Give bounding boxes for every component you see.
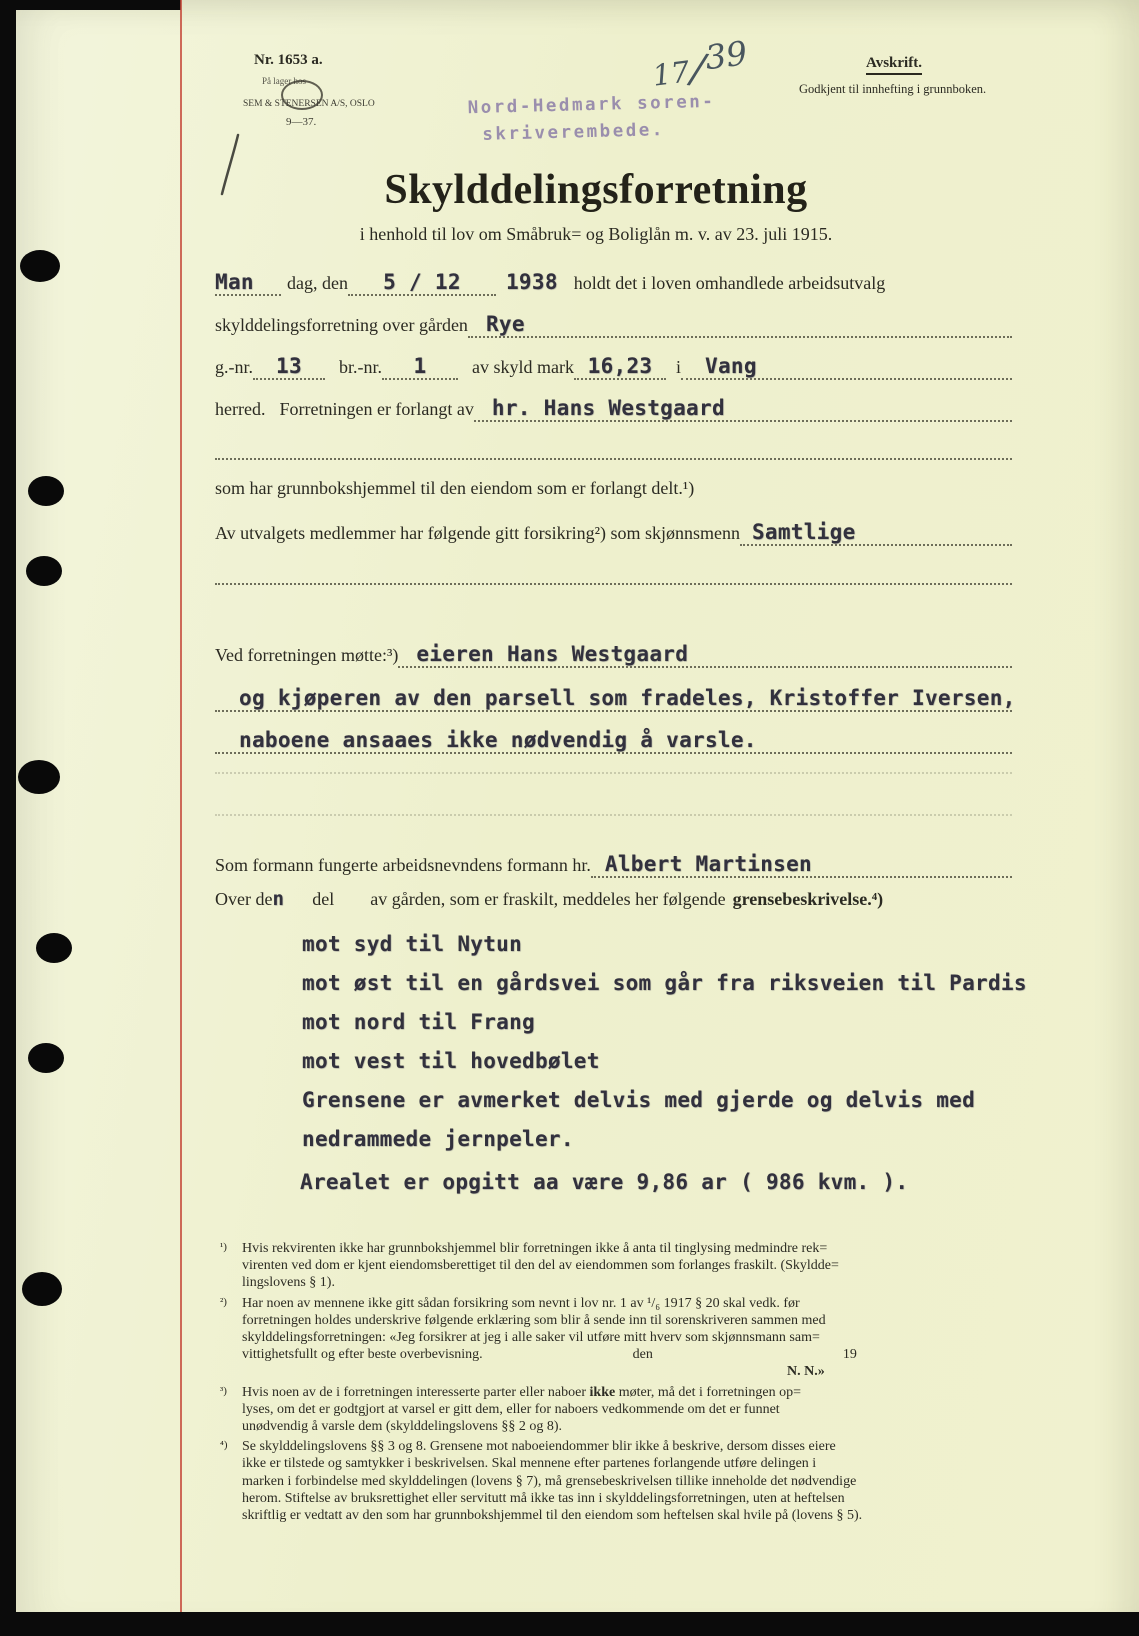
date-typed: 5 / 12 [348, 270, 496, 296]
formann-typed: Albert Martinsen [604, 852, 812, 876]
footnote-2-year-label: 19 [842, 1347, 857, 1363]
skyld-typed: 16,23 [574, 354, 666, 380]
attendee-typed-1: eieren Hans Westgaard [416, 642, 689, 666]
footnote-2-oath-text: vittighetsfullt og efter beste overbevisning. [242, 1347, 483, 1363]
form-line-gnr [215, 354, 1012, 380]
form-line-hjemmel [215, 478, 1012, 499]
blank-dotted-rule [215, 458, 1012, 460]
footnote-4-line: ikke er tilstede og samtykker i beskrivelsen. Skal mennene efter partenes forlangende utføre delingen i [242, 1456, 817, 1472]
footnote-3-part-c: møter, må det i forretningen op= [618, 1384, 801, 1400]
footnote-4-line: skriftlig er vedtatt av den som har grunnbokshjemmel til den eiendom som heftelsen skal hvile på (lovens § 5). [242, 1508, 863, 1524]
footnote-4-line: marken i forbindelse med skylddelingen (lovens § 7), må grensebeskrivelsen tillike inneholde det nødvendige [242, 1473, 857, 1489]
footnote-1-line: Hvis rekvirenten ikke har grunnbokshjemmel blir forretningen ikke å anta til tinglysing medmindre rek= [242, 1241, 828, 1256]
printer-note: På lager hos [262, 76, 306, 86]
forsikring-typed: Samtlige [751, 520, 856, 544]
brnr-typed: 1 [382, 354, 458, 380]
footnote-2-line: forretningen holdes underskrive følgende erklæring som blir å sende inn til sorenskriveren sammen med [242, 1312, 826, 1328]
footnote-2-line-blanks [242, 1346, 1012, 1363]
herred-label: herred. [215, 399, 266, 419]
day-suffix-label: dag, den [287, 273, 348, 293]
footnote-2-line: skylddelingsforretningen: «Jeg forsikrer at jeg i alle saker vil utføre mitt hverv som skjønnsmann sam= [242, 1330, 820, 1346]
boundary-syd: mot syd til Nytun [302, 932, 523, 956]
journal-num2: 39 [702, 33, 750, 78]
in-label: i [675, 357, 681, 377]
request-label: Forretningen er forlangt av [279, 399, 474, 419]
footnote-1-line: virenten ved dom er kjent eiendomsberettiget til den del av eiendommen som forlanges fraskilt. (Skyldde= [242, 1258, 839, 1274]
del-label: del [312, 889, 335, 909]
form-line-formann [215, 852, 1012, 878]
footnote-3-line: unødvendig å varsle dem (skylddelingslovens §§ 2 og 8). [242, 1419, 563, 1435]
journal-number-handwritten [650, 33, 751, 95]
scan-edge-top [0, 0, 181, 10]
punch-hole [26, 556, 62, 586]
grense-bold-label: grensebeskrivelse.⁴) [732, 889, 884, 909]
footnote-2-marker: ²) [220, 1295, 227, 1308]
footnote-4-marker: ⁴) [220, 1439, 228, 1452]
form-line-date [215, 270, 1012, 296]
printer-name: SEM & STENERSEN A/S, OSLO [243, 99, 375, 109]
footnote-3-marker: ³) [220, 1384, 227, 1397]
punch-hole [18, 760, 60, 794]
requester-typed: hr. Hans Westgaard [491, 396, 725, 420]
journal-slash: / [689, 45, 707, 93]
footnote-4-line: Se skylddelingslovens §§ 3 og 8. Grensene mot naboeiendommer blir ikke å beskrive, dersom disses eiere [242, 1439, 836, 1455]
footnote-2-den-label: den [632, 1347, 653, 1363]
boundary-marking-1: Grensene er avmerket delvis med gjerde og delvis med [302, 1088, 976, 1112]
gnr-typed: 13 [253, 354, 325, 380]
boundary-description-block [302, 932, 1027, 1166]
gnr-label: g.-nr. [215, 357, 253, 377]
punch-hole [28, 1043, 64, 1073]
fraskilt-label: av gården, som er fraskilt, meddeles her følgende [370, 889, 726, 909]
footnote-2 [218, 1295, 1012, 1381]
brnr-label: br.-nr. [339, 357, 382, 377]
hjemmel-text: som har grunnbokshjemmel til den eiendom som er forlangt delt.¹) [215, 478, 695, 498]
blank-dotted-rule [215, 583, 1012, 585]
boundary-marking-2: nedrammede jernpeler. [302, 1127, 574, 1151]
formann-label: Som formann fungerte arbeidsnevndens formann hr. [215, 855, 591, 875]
journal-num1: 17 [650, 54, 692, 93]
forsikring-label: Av utvalgets medlemmer har følgende gitt forsikring²) som skjønnsmenn [215, 523, 740, 543]
document-subtitle: i henhold til lov om Småbruk= og Boliglån m. v. av 23. juli 1915. [359, 224, 833, 244]
farm-name-typed: Rye [485, 312, 525, 336]
footnote-1-line: lingslovens § 1). [242, 1275, 335, 1291]
approval-note: Godkjent til innhefting i grunnboken. [799, 82, 987, 96]
footnote-1-marker: ¹) [220, 1241, 227, 1253]
line1-tail-label: holdt det i loven omhandlede arbeidsutvalg [573, 273, 886, 293]
punch-hole [28, 476, 64, 506]
day-typed: Man [215, 270, 281, 296]
punch-hole [36, 933, 72, 963]
farm-label: skylddelingsforretning over gården [215, 315, 468, 335]
office-stamp [467, 92, 716, 145]
red-margin-line [180, 0, 182, 1612]
footnote-2-line: Har noen av mennene ikke gitt sådan forsikring som nevnt i lov nr. 1 av ¹/₆ 1917 § 20 skal vedk. før [242, 1295, 800, 1311]
over-typed-n: n [272, 888, 285, 910]
footnote-3-line [242, 1384, 1012, 1401]
form-number: Nr. 1653 a. [254, 52, 323, 68]
form-line-farm [215, 312, 1012, 338]
stamp-line2: skriverembede. [482, 120, 666, 145]
stamp-line1: Nord-Hedmark soren- [467, 91, 716, 119]
footnote-1 [218, 1240, 1012, 1292]
attendee-typed-3: naboene ansaaes ikke nødvendig å varsle. [239, 728, 757, 752]
form-line-forsikring [215, 520, 1012, 546]
footnote-2-signature: N. N.» [787, 1364, 825, 1380]
footnote-4 [218, 1438, 1012, 1524]
boundary-oest: mot øst til en gårdsvei som går fra riksveien til Pardis [302, 971, 1027, 995]
footnote-3-ikke-bold: ikke [589, 1384, 616, 1400]
area-statement: Arealet er opgitt aa være 9,86 ar ( 986 kvm. ). [300, 1170, 909, 1194]
footnote-3-line: lyses, om det er godtgjort at varsel er gitt dem, eller for naboers vedkommende om det er funnet [242, 1401, 780, 1417]
moette-label: Ved forretningen møtte:³) [215, 645, 399, 665]
footnotes-section [218, 1240, 1012, 1527]
punch-hole [20, 250, 60, 282]
blank-dotted-rule [215, 814, 1012, 816]
scan-edge-bottom [0, 1612, 1139, 1636]
document-title: Skylddelingsforretning [384, 167, 808, 213]
skyld-label: av skyld mark [472, 357, 574, 377]
form-line-grense-intro [215, 888, 1012, 910]
boundary-vest: mot vest til hovedbølet [302, 1049, 600, 1073]
footnote-3-part-a: Hvis noen av de i forretningen interesserte parter eller naboer [242, 1384, 587, 1400]
boundary-nord: mot nord til Frang [302, 1010, 535, 1034]
form-line-attendees-3 [215, 728, 1012, 754]
year-typed: 1938 [505, 270, 558, 294]
punch-hole [22, 1272, 62, 1306]
printer-code: 9—37. [286, 116, 317, 128]
form-line-attendees-2 [215, 686, 1016, 712]
form-line-attendees-1 [215, 642, 1012, 668]
binder-edge [0, 0, 16, 1636]
copy-label: Avskrift. [866, 55, 922, 75]
footnote-4-line: herom. Stiftelse av bruksrettighet eller servitutt må ikke tas inn i skylddelingsforretningen, uten at heftelsen [242, 1490, 845, 1506]
form-line-requester [215, 396, 1012, 422]
over-label: Over de [215, 889, 273, 909]
municipality-typed: Vang [705, 354, 757, 378]
footnote-3 [218, 1384, 1012, 1436]
attendee-typed-2: og kjøperen av den parsell som fradeles, Kristoffer Iversen, [239, 686, 1016, 710]
blank-dotted-rule [215, 772, 1012, 774]
